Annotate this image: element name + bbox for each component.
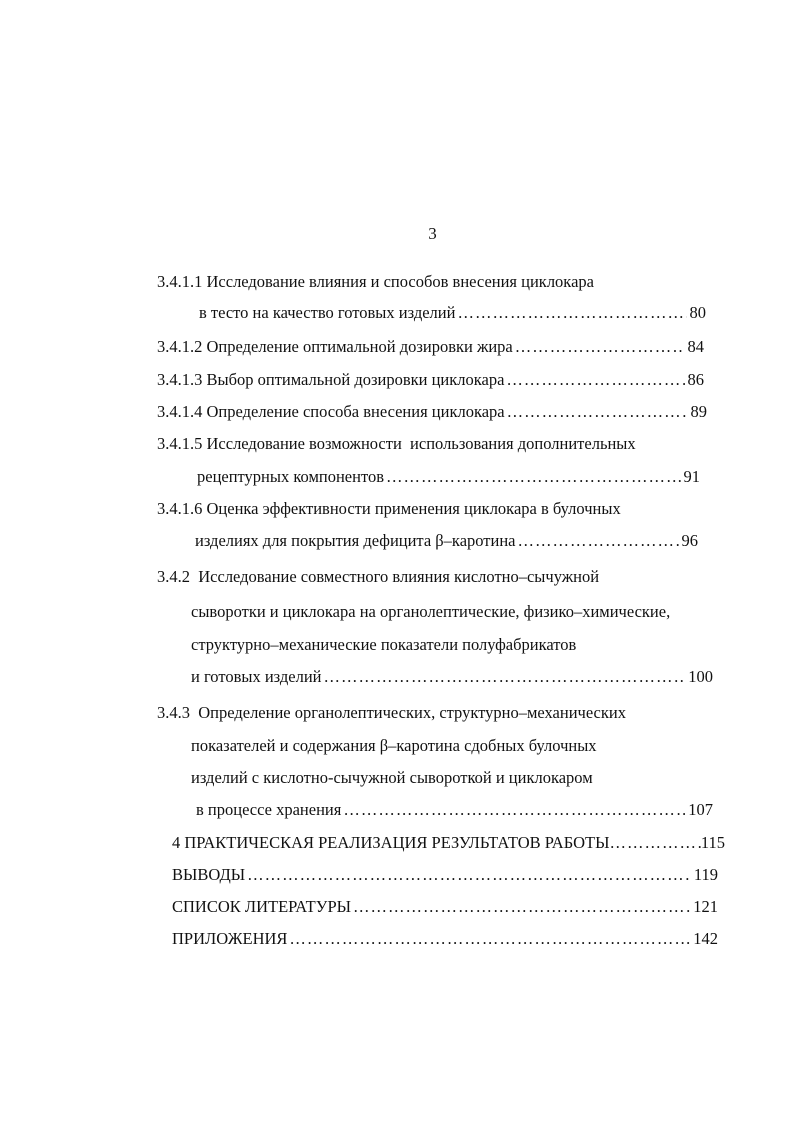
toc-entry-text: 4 ПРАКТИЧЕСКАЯ РЕАЛИЗАЦИЯ РЕЗУЛЬТАТОВ РАБОТЫ xyxy=(172,833,610,852)
toc-page-number: 142 xyxy=(693,929,718,948)
dot-leader xyxy=(343,799,685,821)
toc-entry-line: 3.4.1.1 Исследование влияния и способов внесения циклокара xyxy=(157,272,594,291)
toc-page-number: 91 xyxy=(683,467,700,486)
toc-page-number: 100 xyxy=(688,667,713,686)
dot-leader xyxy=(353,896,690,918)
toc-page-number: 115 xyxy=(700,833,725,852)
toc-entry-final-line xyxy=(199,302,706,324)
toc-entry-3-4-1-2 xyxy=(157,336,704,358)
toc-page-number: 80 xyxy=(689,303,706,322)
toc-entry-line: структурно–механические показатели полуфабрикатов xyxy=(191,635,577,654)
dot-leader xyxy=(386,466,681,488)
dot-leader xyxy=(609,832,700,854)
toc-entry-conclusions xyxy=(172,864,718,886)
dot-leader xyxy=(507,401,688,423)
toc-entry-line: изделий с кислотно-сычужной сывороткой и циклокаром xyxy=(191,768,593,787)
toc-entry-text: в тесто на качество готовых изделий xyxy=(199,303,456,322)
toc-entry-text: ПРИЛОЖЕНИЯ xyxy=(172,929,288,948)
dot-leader xyxy=(518,530,679,552)
toc-entry-text: 3.4.1.4 Определение способа внесения циклокара xyxy=(157,402,505,421)
toc-entry-line: 3.4.1.6 Оценка эффективности применения циклокара в булочных xyxy=(157,499,621,518)
toc-page-number: 96 xyxy=(681,531,698,550)
toc-entry-references xyxy=(172,896,718,918)
dot-leader xyxy=(324,666,686,688)
toc-entry-text: СПИСОК ЛИТЕРАТУРЫ xyxy=(172,897,352,916)
toc-page-number: 121 xyxy=(693,897,718,916)
toc-page-number: 89 xyxy=(690,402,707,421)
toc-entry-final-line xyxy=(196,799,713,821)
page-number: 3 xyxy=(428,224,437,243)
toc-entry-text: и готовых изделий xyxy=(191,667,322,686)
toc-entry-3-4-1-3 xyxy=(157,369,704,391)
toc-entry-text: 3.4.1.3 Выбор оптимальной дозировки циклокара xyxy=(157,370,505,389)
dot-leader xyxy=(515,336,685,358)
toc-page-number: 84 xyxy=(687,337,704,356)
toc-entry-text: в процессе хранения xyxy=(196,800,342,819)
toc-entry-text: ВЫВОДЫ xyxy=(172,865,246,884)
toc-page-number: 107 xyxy=(688,800,713,819)
dot-leader xyxy=(457,302,686,324)
toc-entry-line: 3.4.2 Исследование совместного влияния кислотно–сычужной xyxy=(157,567,600,586)
toc-entry-text: изделиях для покрытия дефицита β–каротина xyxy=(195,531,516,550)
dot-leader xyxy=(289,928,690,950)
dot-leader xyxy=(247,864,691,886)
toc-entry-chapter-4 xyxy=(172,832,725,854)
toc-entry-final-line xyxy=(195,530,698,552)
toc-entry-line: 3.4.3 Определение органолептических, структурно–механических xyxy=(157,703,626,722)
toc-entry-text: рецептурных компонентов xyxy=(197,467,384,486)
dot-leader xyxy=(506,369,684,391)
toc-page-number: 86 xyxy=(687,370,704,389)
toc-page-number: 119 xyxy=(693,865,718,884)
toc-entry-text: 3.4.1.2 Определение оптимальной дозировки жира xyxy=(157,337,513,356)
toc-entry-final-line xyxy=(191,666,713,688)
toc-entry-line: показателей и содержания β–каротина сдобных булочных xyxy=(191,736,597,755)
toc-entry-appendices xyxy=(172,928,718,950)
toc-entry-line: 3.4.1.5 Исследование возможности использования дополнительных xyxy=(157,434,636,453)
toc-entry-line: сыворотки и циклокара на органолептические, физико–химические, xyxy=(191,602,671,621)
toc-entry-3-4-1-4 xyxy=(157,401,707,423)
toc-entry-final-line xyxy=(197,466,700,488)
